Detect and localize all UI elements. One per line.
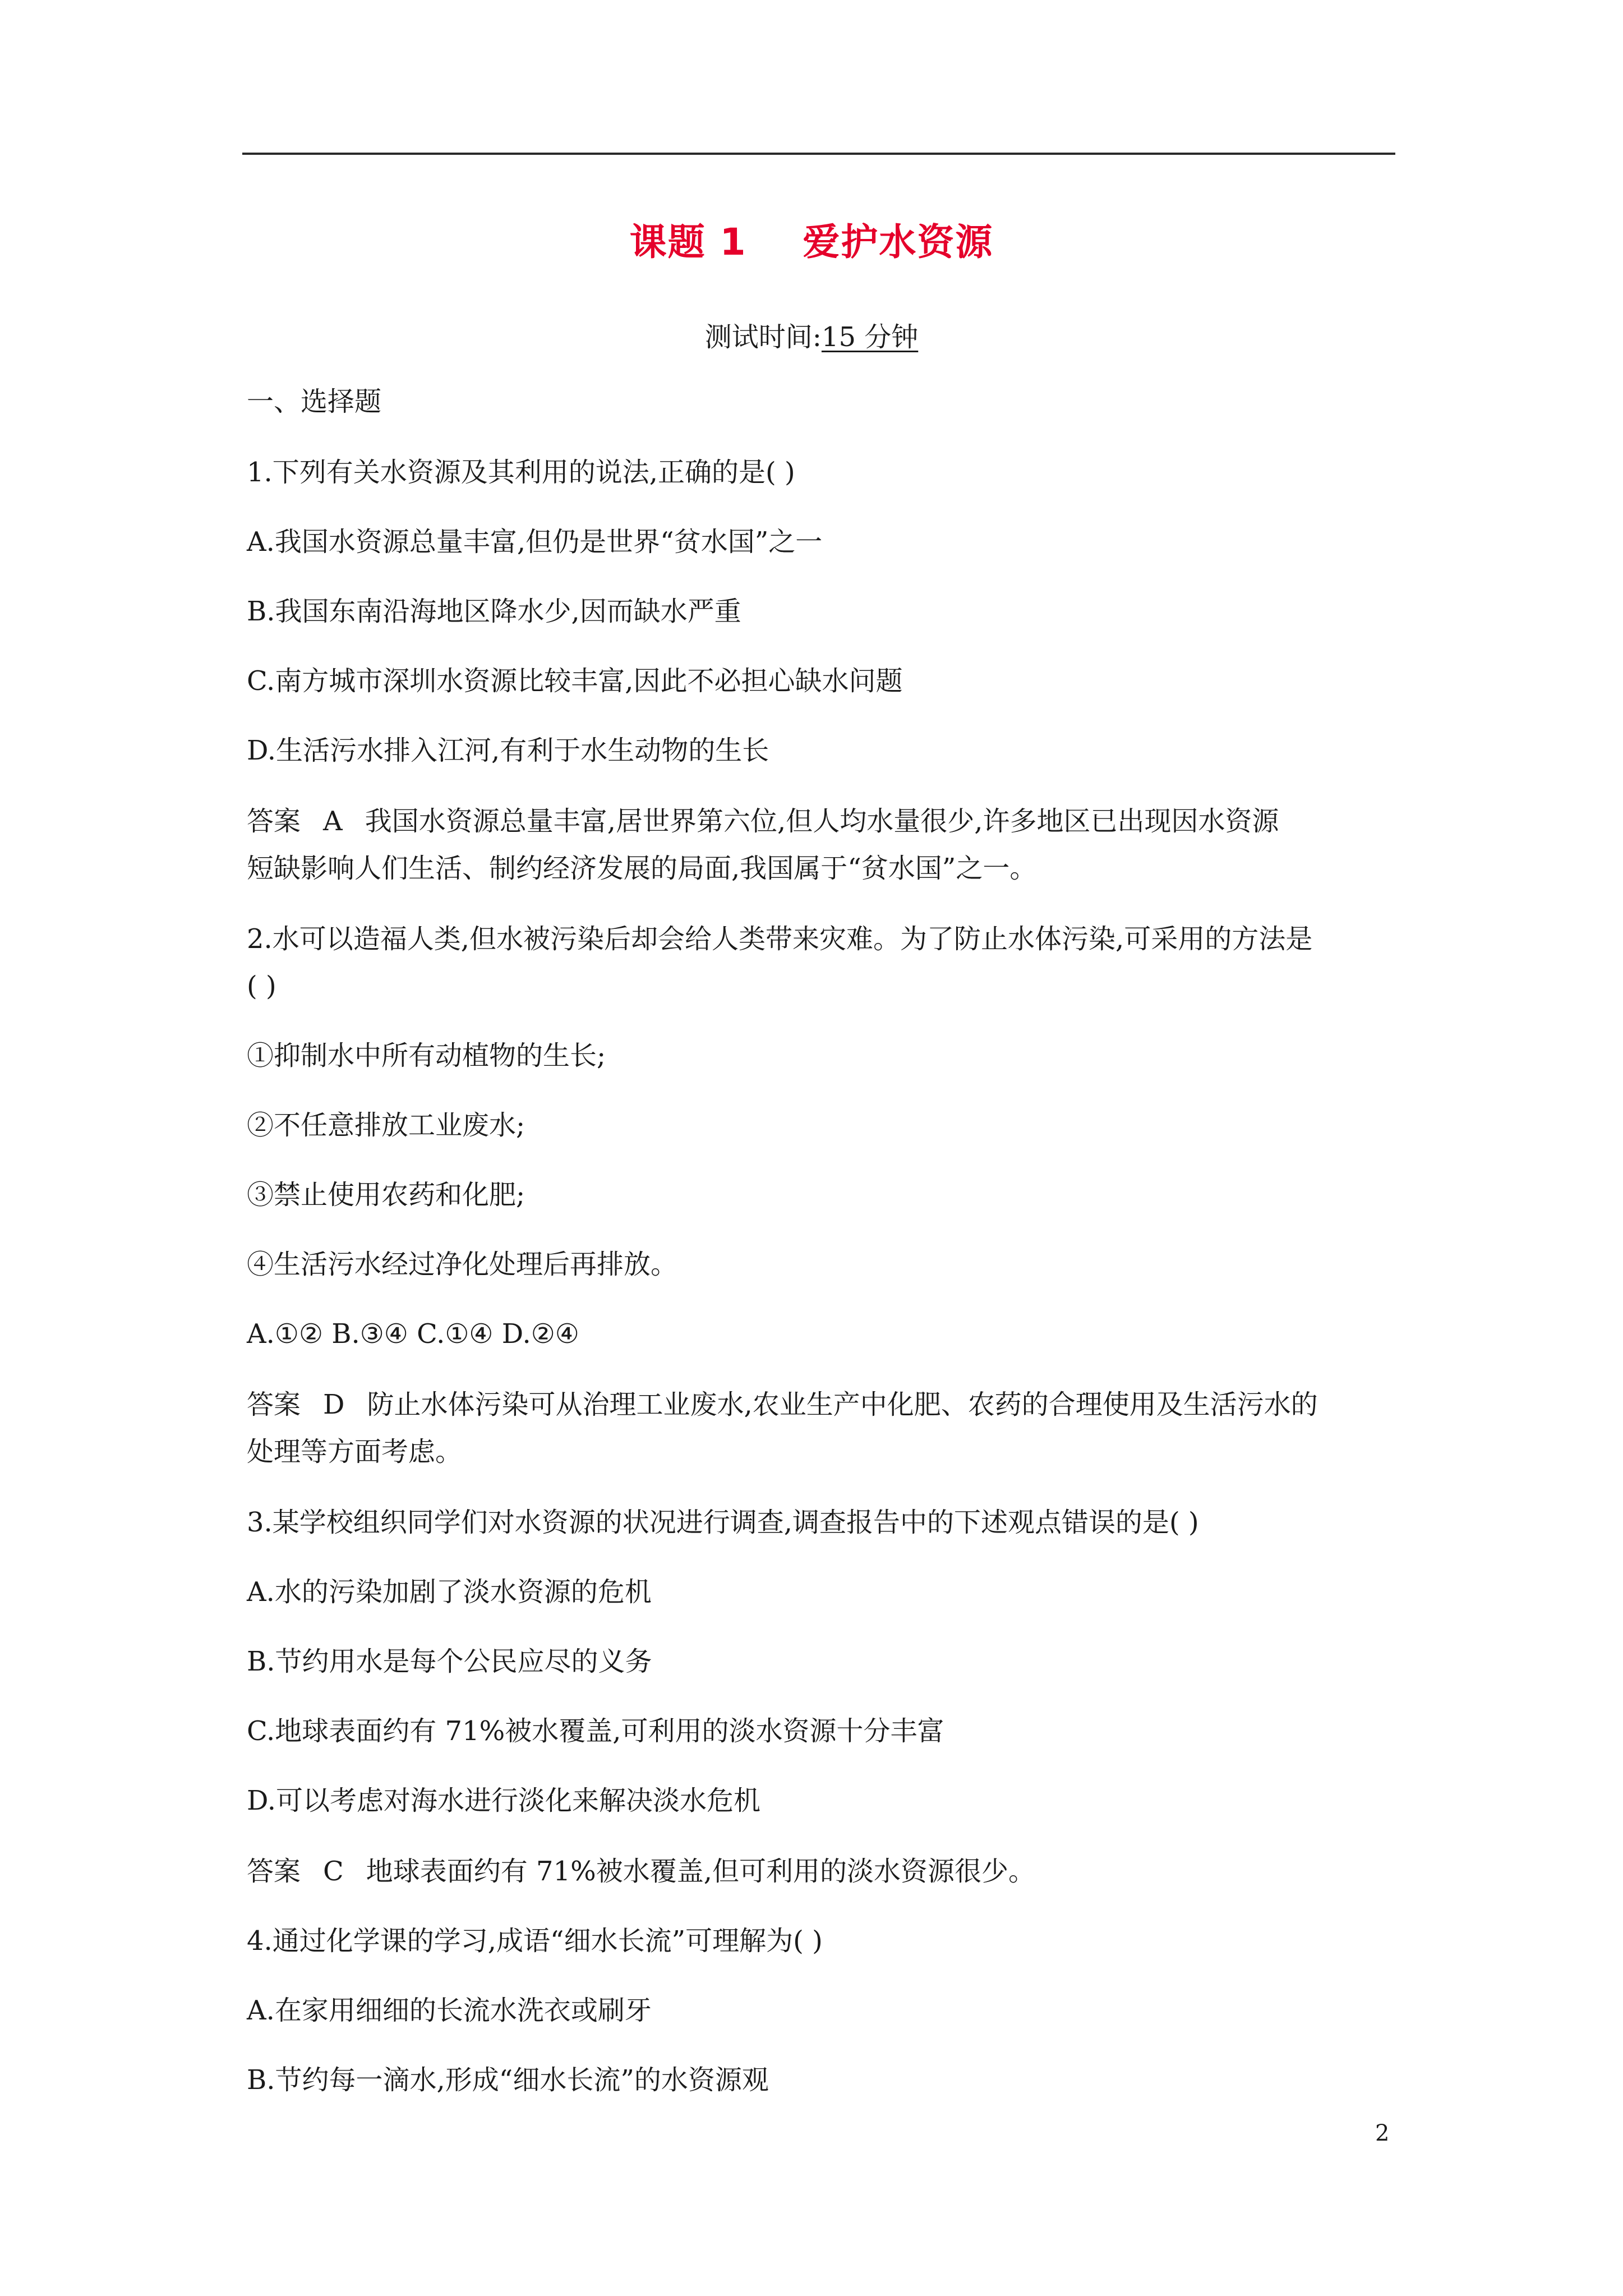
q1-option-c: C.南方城市深圳水资源比较丰富,因此不必担心缺水问题 xyxy=(247,665,903,697)
q1-answer xyxy=(247,798,1396,845)
q3-option-d: D.可以考虑对海水进行淡化来解决淡水危机 xyxy=(247,1785,761,1816)
q1-option-b: B.我国东南沿海地区降水少,因而缺水严重 xyxy=(247,596,741,627)
q2-item-4: ④生活污水经过净化处理后再排放。 xyxy=(247,1249,678,1280)
answer-key: C xyxy=(323,1856,344,1887)
answer-explanation: 地球表面约有 71%被水覆盖,但可利用的淡水资源很少。 xyxy=(366,1856,1035,1887)
q2-stem: 2.水可以造福人类,但水被污染后却会给人类带来灾难。为了防止水体污染,可采用的方法是 xyxy=(247,923,1313,955)
header-rule xyxy=(242,153,1395,155)
page-number: 2 xyxy=(1375,2120,1390,2146)
test-time-label: 测试时间: xyxy=(704,321,822,353)
lesson-title: 课题 1 爱护水资源 xyxy=(629,220,994,264)
q4-stem: 4.通过化学课的学习,成语“细水长流”可理解为( ) xyxy=(247,1925,823,1957)
q3-option-b: B.节约用水是每个公民应尽的义务 xyxy=(247,1646,652,1677)
section-heading: 一、选择题 xyxy=(247,386,382,417)
q4-option-b: B.节约每一滴水,形成“细水长流”的水资源观 xyxy=(247,2064,769,2096)
q1-stem: 1.下列有关水资源及其利用的说法,正确的是( ) xyxy=(247,457,795,488)
answer-label: 答案 xyxy=(247,806,301,837)
test-time xyxy=(0,315,1623,354)
q2-answer xyxy=(247,1381,1396,1428)
q2-stem-paren: ( ) xyxy=(247,970,276,1002)
test-time-value: 15 分钟 xyxy=(821,321,919,353)
q2-options: A.①② B.③④ C.①④ D.②④ xyxy=(247,1318,579,1350)
q2-item-3: ③禁止使用农药和化肥; xyxy=(247,1179,525,1211)
answer-label: 答案 xyxy=(247,1389,301,1420)
q2-item-2: ②不任意排放工业废水; xyxy=(247,1110,525,1141)
answer-label: 答案 xyxy=(247,1856,301,1887)
q3-stem: 3.某学校组织同学们对水资源的状况进行调查,调查报告中的下述观点错误的是( ) xyxy=(247,1507,1199,1538)
answer-key: A xyxy=(323,806,343,837)
q3-option-c: C.地球表面约有 71%被水覆盖,可利用的淡水资源十分丰富 xyxy=(247,1715,944,1747)
q1-option-d: D.生活污水排入江河,有利于水生动物的生长 xyxy=(247,735,769,766)
q3-option-a: A.水的污染加剧了淡水资源的危机 xyxy=(247,1576,652,1608)
answer-explanation: 我国水资源总量丰富,居世界第六位,但人均水量很少,许多地区已出现因水资源 xyxy=(365,806,1279,837)
q3-answer xyxy=(247,1848,1396,1895)
answer-explanation: 防止水体污染可从治理工业废水,农业生产中化肥、农药的合理使用及生活污水的 xyxy=(367,1389,1318,1420)
q1-answer-cont: 短缺影响人们生活、制约经济发展的局面,我国属于“贫水国”之一。 xyxy=(247,853,1037,884)
q1-option-a: A.我国水资源总量丰富,但仍是世界“贫水国”之一 xyxy=(247,526,823,558)
q2-item-1: ①抑制水中所有动植物的生长; xyxy=(247,1040,606,1071)
q4-option-a: A.在家用细细的长流水洗衣或刷牙 xyxy=(247,1995,652,2026)
q2-answer-cont: 处理等方面考虑。 xyxy=(247,1436,463,1467)
answer-key: D xyxy=(323,1389,345,1420)
